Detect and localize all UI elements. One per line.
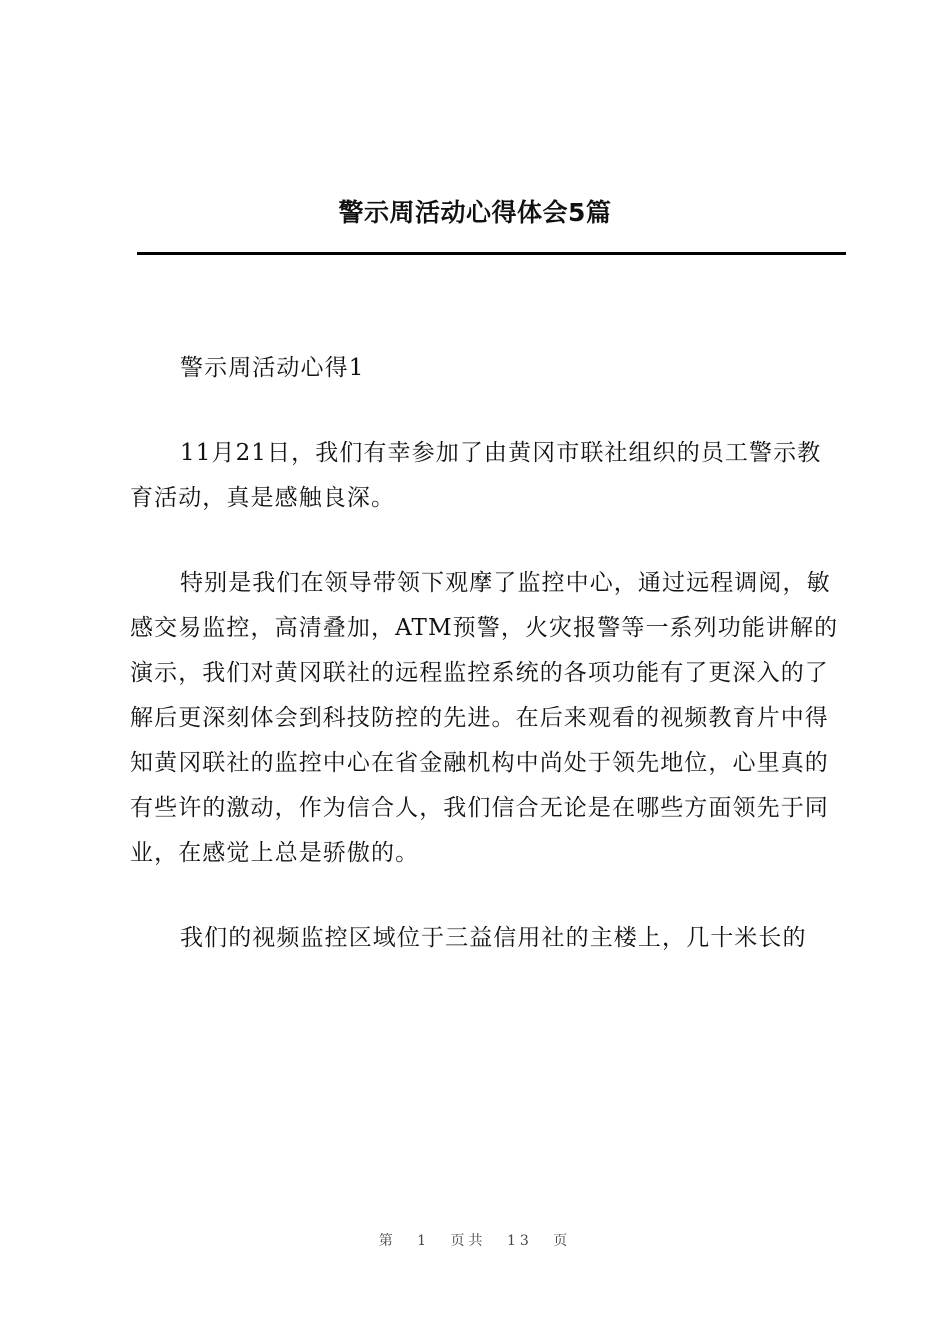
body-paragraph: 特别是我们在领导带领下观摩了监控中心，通过远程调阅，敏感交易监控，高清叠加，ATM预警，火灾报警等一系列功能讲解的演示，我们对黄冈联社的远程监控系统的各项功能有了更深入的了解后更深刻体会到科技防控的先进。在后来观看的视频教育片中得知黄冈联社的监控中心在省金融机构中尚处于领先地位，心里真的有些许的激动，作为信合人，我们信合无论是在哪些方面领先于同业，在感觉上总是骄傲的。 <box>130 570 839 866</box>
body-paragraph: 我们的视频监控区域位于三益信用社的主楼上，几十米长的 <box>180 925 807 951</box>
document-title: 警示周活动心得体会5篇 <box>338 198 612 227</box>
footer-total-pages: 13 <box>507 1233 533 1249</box>
body-paragraph: 11月21日，我们有幸参加了由黄冈市联社组织的员工警示教育活动，真是感触良深。 <box>130 440 822 511</box>
title-divider <box>137 252 846 255</box>
page-number-footer <box>0 1230 950 1250</box>
document-body <box>130 346 842 1001</box>
footer-current-page: 1 <box>417 1233 431 1249</box>
footer-prefix: 第 <box>378 1233 397 1249</box>
section-heading: 警示周活动心得1 <box>180 355 365 381</box>
footer-suffix: 页 <box>553 1233 572 1249</box>
footer-middle: 页共 <box>450 1233 487 1249</box>
